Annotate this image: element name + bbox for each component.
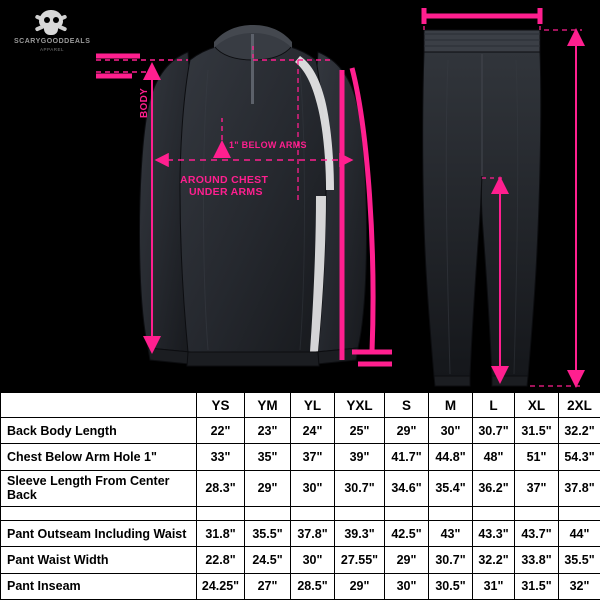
table-row (1, 520, 600, 546)
annotation-around-chest-line2: UNDER ARMS (189, 186, 263, 198)
row-label-back-body-length: Back Body Length (1, 418, 197, 444)
cell: 30.7" (429, 547, 473, 573)
cell: 43.3" (473, 520, 515, 546)
spacer-cell (291, 507, 335, 521)
cell: 30.7" (473, 418, 515, 444)
table-spacer-row (1, 507, 600, 521)
cell: 29" (385, 418, 429, 444)
col-header-m: M (429, 393, 473, 418)
spacer-cell (559, 507, 600, 521)
spacer-cell (1, 507, 197, 521)
cell: 33" (197, 444, 245, 470)
cell: 28.5" (291, 573, 335, 599)
spacer-cell (385, 507, 429, 521)
cell: 25" (335, 418, 385, 444)
cell: 22.8" (197, 547, 245, 573)
cell: 43.7" (515, 520, 559, 546)
row-label-pant-waist-width: Pant Waist Width (1, 547, 197, 573)
col-header-ym: YM (245, 393, 291, 418)
cell: 32.2" (473, 547, 515, 573)
annotation-around-chest-line1: AROUND CHEST (180, 174, 269, 186)
col-header-xl: XL (515, 393, 559, 418)
cell: 44" (559, 520, 600, 546)
cell: 44.8" (429, 444, 473, 470)
cell: 37.8" (291, 520, 335, 546)
col-header-2xl: 2XL (559, 393, 600, 418)
cell: 29" (335, 573, 385, 599)
row-label-pant-outseam: Pant Outseam Including Waist (1, 520, 197, 546)
spacer-cell (335, 507, 385, 521)
cell: 30" (429, 418, 473, 444)
row-label-sleeve-length: Sleeve Length From Center Back (1, 470, 197, 506)
cell: 31.5" (515, 418, 559, 444)
cell: 41.7" (385, 444, 429, 470)
table-row (1, 470, 600, 506)
cell: 30" (291, 547, 335, 573)
cell: 54.3" (559, 444, 600, 470)
cell: 30.5" (429, 573, 473, 599)
cell: 31" (473, 573, 515, 599)
col-header-ys: YS (197, 393, 245, 418)
size-chart-table (0, 392, 600, 600)
col-header-yxl: YXL (335, 393, 385, 418)
table-row (1, 573, 600, 599)
cell: 30" (385, 573, 429, 599)
cell: 36.2" (473, 470, 515, 506)
cell: 32" (559, 573, 600, 599)
cell: 33.8" (515, 547, 559, 573)
table-row (1, 547, 600, 573)
cell: 35.5" (245, 520, 291, 546)
cell: 39.3" (335, 520, 385, 546)
cell: 29" (245, 470, 291, 506)
annotation-body-vertical: BODY (139, 87, 150, 118)
cell: 37" (515, 470, 559, 506)
cell: 27" (245, 573, 291, 599)
cell: 35.5" (559, 547, 600, 573)
cell: 31.5" (515, 573, 559, 599)
table-row (1, 444, 600, 470)
table-row (1, 418, 600, 444)
col-header-s: S (385, 393, 429, 418)
cell: 29" (385, 547, 429, 573)
cell: 51" (515, 444, 559, 470)
col-header-yl: YL (291, 393, 335, 418)
cell: 23" (245, 418, 291, 444)
pant-graphic (423, 30, 541, 386)
cell: 28.3" (197, 470, 245, 506)
spacer-cell (515, 507, 559, 521)
cell: 42.5" (385, 520, 429, 546)
row-label-pant-inseam: Pant Inseam (1, 573, 197, 599)
cell: 37" (291, 444, 335, 470)
cell: 32.2" (559, 418, 600, 444)
spacer-cell (197, 507, 245, 521)
cell: 39" (335, 444, 385, 470)
cell: 24.5" (245, 547, 291, 573)
cell: 43" (429, 520, 473, 546)
cell: 34.6" (385, 470, 429, 506)
cell: 24" (291, 418, 335, 444)
cell: 35" (245, 444, 291, 470)
cell: 30.7" (335, 470, 385, 506)
cell: 27.55" (335, 547, 385, 573)
cell: 24.25" (197, 573, 245, 599)
cell: 31.8" (197, 520, 245, 546)
spacer-cell (245, 507, 291, 521)
cell: 48" (473, 444, 515, 470)
brand-wordmark: SCARYGOODDEALS (14, 38, 91, 45)
cell: 35.4" (429, 470, 473, 506)
annotation-below-arms: 1" BELOW ARMS (229, 140, 307, 150)
brand-sub-wordmark: APPAREL (40, 47, 64, 52)
cell: 30" (291, 470, 335, 506)
cell: 22" (197, 418, 245, 444)
spacer-cell (473, 507, 515, 521)
table-header-row (1, 393, 600, 418)
cell: 37.8" (559, 470, 600, 506)
row-label-chest-below-arm-hole: Chest Below Arm Hole 1" (1, 444, 197, 470)
table-corner-cell (1, 393, 197, 418)
spacer-cell (429, 507, 473, 521)
col-header-l: L (473, 393, 515, 418)
